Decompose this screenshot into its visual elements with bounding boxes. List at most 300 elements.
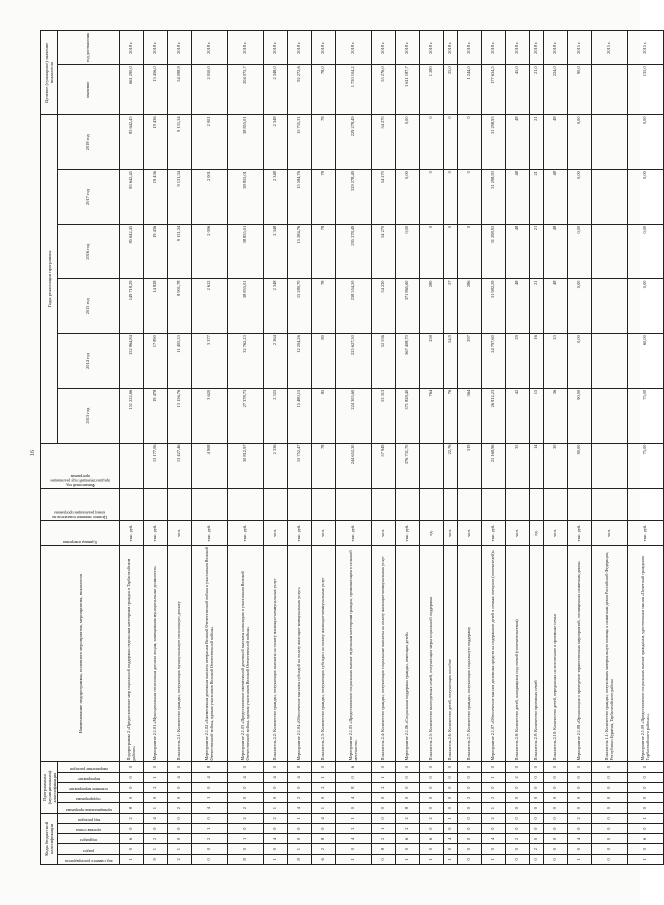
code-cell: 0	[628, 762, 664, 772]
year-value-cell: 9 131,34	[168, 170, 192, 225]
year-value-cell: 85	[312, 388, 336, 443]
row-target	[592, 489, 628, 521]
row-unit: чел.	[312, 520, 336, 545]
year-value-cell	[592, 224, 628, 279]
year-value-cell: 78	[312, 279, 336, 334]
table-row	[482, 31, 506, 865]
code-cell: 4	[312, 813, 336, 823]
code-cell: 0	[192, 844, 228, 854]
code-cell: 0	[192, 782, 228, 792]
code-cell: 0	[482, 762, 506, 772]
year-header-2018: 2018 год	[58, 115, 120, 170]
code-cell: 0	[458, 803, 482, 813]
code-cell: 1	[312, 803, 336, 813]
code-cell: 2	[372, 834, 396, 844]
year-value-cell: 0	[420, 170, 444, 225]
year-value-cell: 76	[444, 388, 458, 443]
row-base: 2 336	[264, 443, 288, 489]
code-cell: 0	[444, 844, 458, 854]
row-target	[120, 489, 144, 521]
year-value-cell: 229 278,49	[336, 170, 372, 225]
year-value-cell: 42	[506, 388, 530, 443]
code-cell: 0	[568, 782, 592, 792]
code-cell: 1	[482, 803, 506, 813]
row-unit: тыс. руб.	[568, 520, 592, 545]
row-final-value: 1 244,0	[458, 65, 482, 115]
year-value-cell: 24 797,60	[482, 334, 506, 389]
year-value-cell: 26 812,23	[482, 388, 506, 443]
year-value-cell: 78	[312, 224, 336, 279]
code-cell: 2	[506, 772, 530, 782]
row-achieve-year: 2018 г.	[396, 31, 420, 65]
row-achieve-year: 2018 г.	[506, 31, 530, 65]
year-value-cell: 2 348	[264, 224, 288, 279]
year-value-cell: 0	[458, 170, 482, 225]
year-value-cell: 15 735,31	[288, 115, 312, 170]
code-cell: 0	[458, 854, 482, 864]
row-base: 75,00	[628, 443, 664, 489]
code-cell: 4	[228, 772, 264, 782]
year-value-cell: 0	[458, 115, 482, 170]
code-cell: 1	[336, 854, 372, 864]
code-cell: 0	[482, 824, 506, 834]
row-name: Мероприятие 2.1.03 «Предоставление ежемесячной денежной выплаты инвалидам и участникам Великой Отечественной войны, вдовам участников Великой Отечественной войны»	[228, 546, 264, 762]
year-value-cell: 21	[530, 170, 544, 225]
code-cell: 0	[568, 803, 592, 813]
table-row	[228, 31, 264, 865]
row-final-value	[592, 65, 628, 115]
row-unit: тыс. руб.	[396, 520, 420, 545]
row-unit: тыс. руб.	[228, 520, 264, 545]
year-header-2013: 2013 год	[58, 388, 120, 443]
code-cell: 1	[120, 854, 144, 864]
code-cell: 6	[336, 762, 372, 772]
code-cell: 0	[228, 793, 264, 803]
row-final-value: 78,0	[312, 65, 336, 115]
row-final-value: 1 280	[420, 65, 444, 115]
row-base: 13 427,46	[168, 443, 192, 489]
code-cell: 0	[628, 844, 664, 854]
row-unit: чел.	[458, 520, 482, 545]
year-value-cell: 0,00	[568, 115, 592, 170]
row-unit: тыс. руб.	[336, 520, 372, 545]
year-value-cell: 85 642,45	[120, 115, 144, 170]
year-value-cell: 295 278,49	[336, 224, 372, 279]
row-target	[168, 489, 192, 521]
year-value-cell: 78	[312, 170, 336, 225]
year-value-cell: 21	[530, 224, 544, 279]
year-value-cell: 78	[312, 115, 336, 170]
header-program-classifier: Программная (муниципальная) классификация	[41, 762, 58, 813]
row-name: Мероприятие 2.1.04 «Обеспечение выплаты субсидий на оплату жилищно-коммунальных услуг»	[288, 546, 312, 762]
year-value-cell: 764	[420, 388, 444, 443]
year-value-cell: 54 270	[372, 115, 396, 170]
code-cell: 4	[288, 803, 312, 813]
code-cell: 0	[628, 803, 664, 813]
code-cell: 0	[264, 824, 288, 834]
code-cell: 0	[530, 824, 544, 834]
year-value-cell: 48	[544, 170, 568, 225]
row-final-value: 204 075,7	[228, 65, 264, 115]
row-achieve-year: 2018 г.	[530, 31, 544, 65]
year-value-cell: 48	[544, 224, 568, 279]
code-cell: 0	[420, 844, 444, 854]
year-value-cell: 48	[544, 279, 568, 334]
code-cell: 0	[544, 834, 568, 844]
row-name: Показатель 2.7: Количество граждан, получающих социальную поддержку	[458, 546, 482, 762]
year-value-cell	[592, 279, 628, 334]
row-achieve-year: 2018 г.	[120, 31, 144, 65]
table-row	[530, 31, 544, 865]
subheader-5: муниципальная программа	[65, 807, 112, 813]
table-row	[144, 31, 168, 865]
code-cell: 2	[506, 834, 530, 844]
table-row	[168, 31, 192, 865]
code-cell: 2	[228, 813, 264, 823]
code-cell: 0	[396, 782, 420, 792]
code-cell: 0	[396, 793, 420, 803]
code-cell: 0	[506, 854, 530, 864]
year-value-cell: 286	[458, 279, 482, 334]
table-row	[312, 31, 336, 865]
year-value-cell: 151 222,66	[120, 388, 144, 443]
code-cell: 0	[336, 803, 372, 813]
code-cell: 0	[530, 782, 544, 792]
code-cell: 1	[192, 824, 228, 834]
row-unit: чел.	[168, 520, 192, 545]
row-base: 15 752,47	[288, 443, 312, 489]
code-cell: 0	[628, 772, 664, 782]
code-cell: 0	[168, 782, 192, 792]
table-row	[396, 31, 420, 865]
row-final-value: 1 720 104,2	[336, 65, 372, 115]
table-row	[458, 31, 482, 865]
code-cell: 0	[444, 793, 458, 803]
code-cell: 0	[592, 824, 628, 834]
code-cell: 0	[458, 844, 482, 854]
code-cell: 0	[506, 762, 530, 772]
year-value-cell: 29	[506, 334, 530, 389]
code-cell: 0	[458, 824, 482, 834]
year-value-cell: 60,00	[628, 334, 664, 389]
code-cell: 2	[120, 813, 144, 823]
row-final-value: 2 050,0	[192, 65, 228, 115]
code-cell: 2	[288, 793, 312, 803]
code-cell: 4	[264, 772, 288, 782]
code-cell: 0	[506, 813, 530, 823]
code-cell: 0	[144, 824, 168, 834]
year-value-cell: 14 828	[144, 279, 168, 334]
row-final-value: 224,0	[544, 65, 568, 115]
row-achieve-year: 2018 г.	[458, 31, 482, 65]
row-final-value: 45,0	[506, 65, 530, 115]
year-value-cell: 53 313	[372, 388, 396, 443]
code-cell: 2	[264, 813, 288, 823]
code-cell: 0	[530, 803, 544, 813]
year-value-cell: 0,00	[396, 224, 420, 279]
year-value-cell: 229 278,49	[336, 115, 372, 170]
code-cell: 0	[288, 824, 312, 834]
code-cell: 0	[592, 803, 628, 813]
code-cell: 0	[312, 762, 336, 772]
header-achieve-year: год достижения	[58, 31, 120, 65]
code-cell: 0	[458, 772, 482, 782]
year-value-cell: 54 270	[372, 170, 396, 225]
code-cell: 0	[120, 824, 144, 834]
year-value-cell: 80	[312, 334, 336, 389]
row-target	[530, 489, 544, 521]
year-value-cell: 12 204,26	[288, 334, 312, 389]
row-base: 14	[530, 443, 544, 489]
code-cell: 0	[458, 834, 482, 844]
row-target	[396, 489, 420, 521]
code-cell: 6	[312, 854, 336, 864]
code-cell: 0	[568, 793, 592, 803]
year-value-cell: 16	[530, 334, 544, 389]
row-base	[120, 443, 144, 489]
year-value-cell: 149 718,29	[120, 279, 144, 334]
year-value-cell: 21	[530, 279, 544, 334]
code-cell: 0	[628, 793, 664, 803]
row-name: Показатель 2.3: Количество граждан, получающих субсидии на оплату жилищно-коммунальных услуг	[312, 546, 336, 762]
code-cell: 1	[482, 854, 506, 864]
year-value-cell: 48	[506, 115, 530, 170]
code-cell: 2	[168, 803, 192, 813]
code-cell: 0	[264, 844, 288, 854]
code-cell: 6	[628, 834, 664, 844]
year-value-cell: 2 006	[192, 224, 228, 279]
code-cell: 0	[420, 782, 444, 792]
year-value-cell: 0	[420, 115, 444, 170]
row-achieve-year: 2015 г.	[628, 31, 664, 65]
code-cell: 8	[372, 844, 396, 854]
code-cell: 2	[228, 803, 264, 813]
code-cell: 0	[144, 793, 168, 803]
row-name: Мероприятие 2.1.09 «Предоставление социальных выплат гражданам, удостоенным звания «Почетный гражданин Тарбагатайского района»»	[628, 546, 664, 762]
row-target	[372, 489, 396, 521]
year-value-cell: 15	[530, 388, 544, 443]
row-name: Мероприятие 2.1.06 «Социальная поддержка граждан, имеющих детей»	[396, 546, 420, 762]
code-cell: 0	[444, 762, 458, 772]
table-row	[506, 31, 530, 865]
code-cell: 4	[568, 834, 592, 844]
row-base: 57 949	[372, 443, 396, 489]
code-cell: 4	[444, 834, 458, 844]
row-name: Показатель 1.1: Количество граждан, получивших материальную помощь к памятным датам Российской Федерации, Республики Бурятия, Тарбагатайского района	[592, 546, 628, 762]
code-cell: 1	[628, 813, 664, 823]
row-unit: тыс. руб.	[120, 520, 144, 545]
code-cell: 0	[444, 772, 458, 782]
code-cell: 1	[288, 844, 312, 854]
code-cell: 0	[530, 772, 544, 782]
code-cell: 2	[458, 793, 482, 803]
code-cell: 0	[544, 782, 568, 792]
year-value-cell: 0,00	[628, 224, 664, 279]
row-achieve-year: 2018 г.	[336, 31, 372, 65]
row-achieve-year: 2015 г.	[592, 31, 628, 65]
code-cell: 0	[506, 824, 530, 834]
code-cell: 0	[568, 762, 592, 772]
year-value-cell: 0,00	[568, 170, 592, 225]
subheader-6: подпрограмма	[76, 797, 101, 803]
rotated-table-container	[40, 30, 650, 865]
year-value-cell: 364	[458, 388, 482, 443]
subheader-4: вид расходов	[77, 818, 100, 823]
code-cell: 0	[568, 844, 592, 854]
row-final-value: 1 611 187,7	[396, 65, 420, 115]
table-row	[372, 31, 396, 865]
row-final-value: 661 290,0	[120, 65, 144, 115]
row-unit: тыс. руб.	[144, 520, 168, 545]
code-cell: 0	[544, 772, 568, 782]
code-cell: 0	[592, 844, 628, 854]
program-table	[40, 30, 664, 865]
code-cell: 0	[628, 782, 664, 792]
code-cell: 0	[530, 813, 544, 823]
code-cell: 8	[120, 803, 144, 813]
row-final-value: 177 634,5	[482, 65, 506, 115]
row-target	[458, 489, 482, 521]
code-cell: 0	[482, 844, 506, 854]
code-cell: 0	[444, 803, 458, 813]
header-years-group: Годы реализации программы	[41, 115, 58, 443]
code-cell: 1	[192, 793, 228, 803]
header-final-value: значение	[58, 65, 120, 115]
row-target	[420, 489, 444, 521]
code-cell: 0	[482, 782, 506, 792]
code-cell: 0	[592, 854, 628, 864]
code-cell: 1	[444, 854, 458, 864]
code-cell: 0	[372, 803, 396, 813]
year-value-cell: 152 864,84	[120, 334, 144, 389]
code-cell: 1	[568, 854, 592, 864]
year-value-cell: 48	[506, 170, 530, 225]
year-value-cell: 19 436	[144, 115, 168, 170]
row-target	[336, 489, 372, 521]
year-value-cell: 0,00	[628, 279, 664, 334]
year-value-cell: 38 855,01	[228, 279, 264, 334]
code-cell: 0	[120, 782, 144, 792]
code-cell: 0	[372, 854, 396, 864]
row-unit: тыс. руб.	[482, 520, 506, 545]
code-cell: 6	[420, 834, 444, 844]
year-header-2015: 2015 год	[58, 279, 120, 334]
table-row	[544, 31, 568, 865]
code-cell: 0	[372, 813, 396, 823]
code-cell: 0	[372, 762, 396, 772]
code-cell: 0	[544, 793, 568, 803]
subheader-1: раздел	[83, 848, 95, 854]
code-cell: 2	[482, 813, 506, 823]
code-cell: 0	[120, 844, 144, 854]
code-cell: 0	[592, 772, 628, 782]
code-cell: 0	[628, 824, 664, 834]
code-cell: 2	[144, 782, 168, 792]
year-header-2016: 2016 год	[58, 224, 120, 279]
row-achieve-year: 2018 г.	[420, 31, 444, 65]
row-achieve-year: 2018 г.	[228, 31, 264, 65]
year-value-cell: 52 536	[372, 334, 396, 389]
code-cell: 0	[530, 762, 544, 772]
year-value-cell: 36	[544, 388, 568, 443]
year-value-cell: 21	[530, 115, 544, 170]
year-value-cell: 31 298,93	[482, 224, 506, 279]
header-unit: Единица измерения	[63, 540, 97, 546]
year-value-cell: 19 478	[144, 388, 168, 443]
code-cell: 4	[168, 772, 192, 782]
row-base: 13 177,06	[144, 443, 168, 489]
code-cell: 0	[264, 793, 288, 803]
year-value-cell: 0	[444, 115, 458, 170]
code-cell: 4	[482, 834, 506, 844]
code-cell: 0	[444, 782, 458, 792]
row-final-value: 21,0	[530, 65, 544, 115]
code-cell: 0	[530, 793, 544, 803]
header-final-group: Целевое (суммарное) значение показателя	[41, 31, 58, 115]
code-cell: 1	[420, 854, 444, 864]
row-base	[592, 443, 628, 489]
row-achieve-year: 2018 г.	[168, 31, 192, 65]
code-cell: 0	[544, 844, 568, 854]
year-value-cell: 371 865,60	[396, 279, 420, 334]
year-value-cell: 224 305,60	[336, 388, 372, 443]
table-row	[568, 31, 592, 865]
table-row	[288, 31, 312, 865]
code-cell: 2	[372, 782, 396, 792]
row-achieve-year: 2018 г.	[144, 31, 168, 65]
year-value-cell: 258	[420, 334, 444, 389]
code-cell: 8	[336, 782, 372, 792]
year-value-cell	[592, 334, 628, 389]
row-base	[420, 443, 444, 489]
row-unit: чел.	[264, 520, 288, 545]
page-number: 16	[30, 450, 36, 456]
year-value-cell: 38 855,01	[228, 170, 264, 225]
row-achieve-year: 2018 г.	[192, 31, 228, 65]
subheader-8: мероприятие	[77, 776, 100, 782]
code-cell: 8	[288, 762, 312, 772]
code-cell: 0	[120, 793, 144, 803]
year-value-cell: 367 408,70	[396, 334, 420, 389]
code-cell: 0	[544, 813, 568, 823]
year-value-cell: 54 270	[372, 224, 396, 279]
code-cell: 2	[396, 824, 420, 834]
year-value-cell: 48	[544, 115, 568, 170]
code-cell: 1	[312, 772, 336, 782]
code-cell: 0	[458, 813, 482, 823]
year-value-cell	[592, 388, 628, 443]
year-value-cell: 0,00	[568, 279, 592, 334]
table-row	[264, 31, 288, 865]
year-value-cell: 54,9	[444, 334, 458, 389]
code-cell: 0	[420, 803, 444, 813]
year-value-cell: 371 828,40	[396, 388, 420, 443]
code-cell: 0	[264, 762, 288, 772]
code-cell: 2	[144, 834, 168, 844]
year-value-cell: 3 620	[192, 388, 228, 443]
year-value-cell: 85 642,45	[120, 170, 144, 225]
year-value-cell: 2 001	[192, 170, 228, 225]
code-cell: 2	[482, 793, 506, 803]
table-row	[420, 31, 444, 865]
code-cell: 4	[144, 813, 168, 823]
code-cell: 0	[312, 824, 336, 834]
row-final-value: 92 272,6	[288, 65, 312, 115]
year-value-cell: 0,00	[568, 224, 592, 279]
code-cell: 4	[288, 772, 312, 782]
code-cell: 0	[530, 854, 544, 864]
row-achieve-year: 2018 г.	[444, 31, 458, 65]
